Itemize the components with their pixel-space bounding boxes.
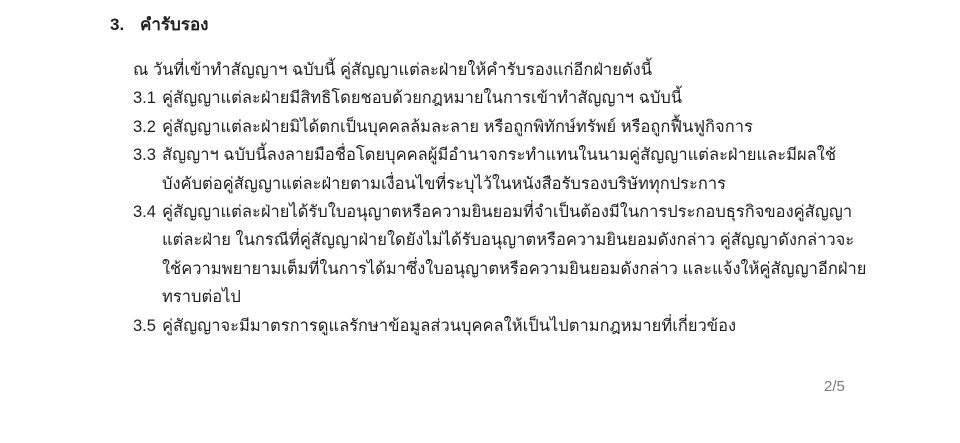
section-heading: [110, 13, 208, 37]
clause-text: คู่สัญญาแต่ละฝ่ายมิได้ตกเป็นบุคคลล้มละลาย หรือถูกพิทักษ์ทรัพย์ หรือถูกฟื้นฟูกิจการ: [162, 117, 753, 136]
clause-text: คู่สัญญาแต่ละฝ่ายได้รับใบอนุญาตหรือความยินยอมที่จำเป็นต้องมีในการประกอบธุรกิจของคู่สัญญาแต่ละฝ่าย ในกรณีที่คู่สัญญาฝ่ายใดยังไม่ได้รับอนุญาตหรือความยินยอมดังกล่าว คู่สัญญาดังกล่าวจะใช้ความพยายามเต็มที่ในการได้มาซึ่งใบอนุญาตหรือความยินยอมดังกล่าว และแจ้งให้คู่สัญญาอีกฝ่ายทราบต่อไป: [162, 203, 867, 307]
section-number: 3.: [110, 15, 125, 34]
section-title: คำรับรอง: [140, 15, 209, 34]
clause-item: [133, 84, 870, 112]
clause-item: [133, 312, 870, 340]
clause-number: 3.1: [133, 89, 156, 108]
clause-number: 3.5: [133, 316, 156, 335]
clause-item: [133, 113, 870, 141]
clause-text: สัญญาฯ ฉบับนี้ลงลายมือชื่อโดยบุคคลผู้มีอำนาจกระทำแทนในนามคู่สัญญาแต่ละฝ่ายและมีผลใช้บังคับต่อคู่สัญญาแต่ละฝ่ายตามเงื่อนไขที่ระบุไว้ในหนังสือรับรองบริษัททุกประการ: [162, 146, 837, 193]
clause-number: 3.3: [133, 146, 156, 165]
intro-paragraph: ณ วันที่เข้าทำสัญญาฯ ฉบับนี้ คู่สัญญาแต่ละฝ่ายให้คำรับรองแก่อีกฝ่ายดังนี้: [133, 61, 652, 79]
page-number: 2/5: [824, 378, 845, 395]
clause-item: [133, 198, 870, 312]
clause-item: [133, 141, 870, 198]
section-body: [133, 56, 870, 340]
clause-number: 3.4: [133, 203, 156, 222]
clause-number: 3.2: [133, 117, 156, 136]
clause-text: คู่สัญญาแต่ละฝ่ายมีสิทธิโดยชอบด้วยกฎหมายในการเข้าทำสัญญาฯ ฉบับนี้: [162, 89, 683, 108]
clause-text: คู่สัญญาจะมีมาตรการดูแลรักษาข้อมูลส่วนบุคคลให้เป็นไปตามกฎหมายที่เกี่ยวข้อง: [162, 316, 737, 335]
